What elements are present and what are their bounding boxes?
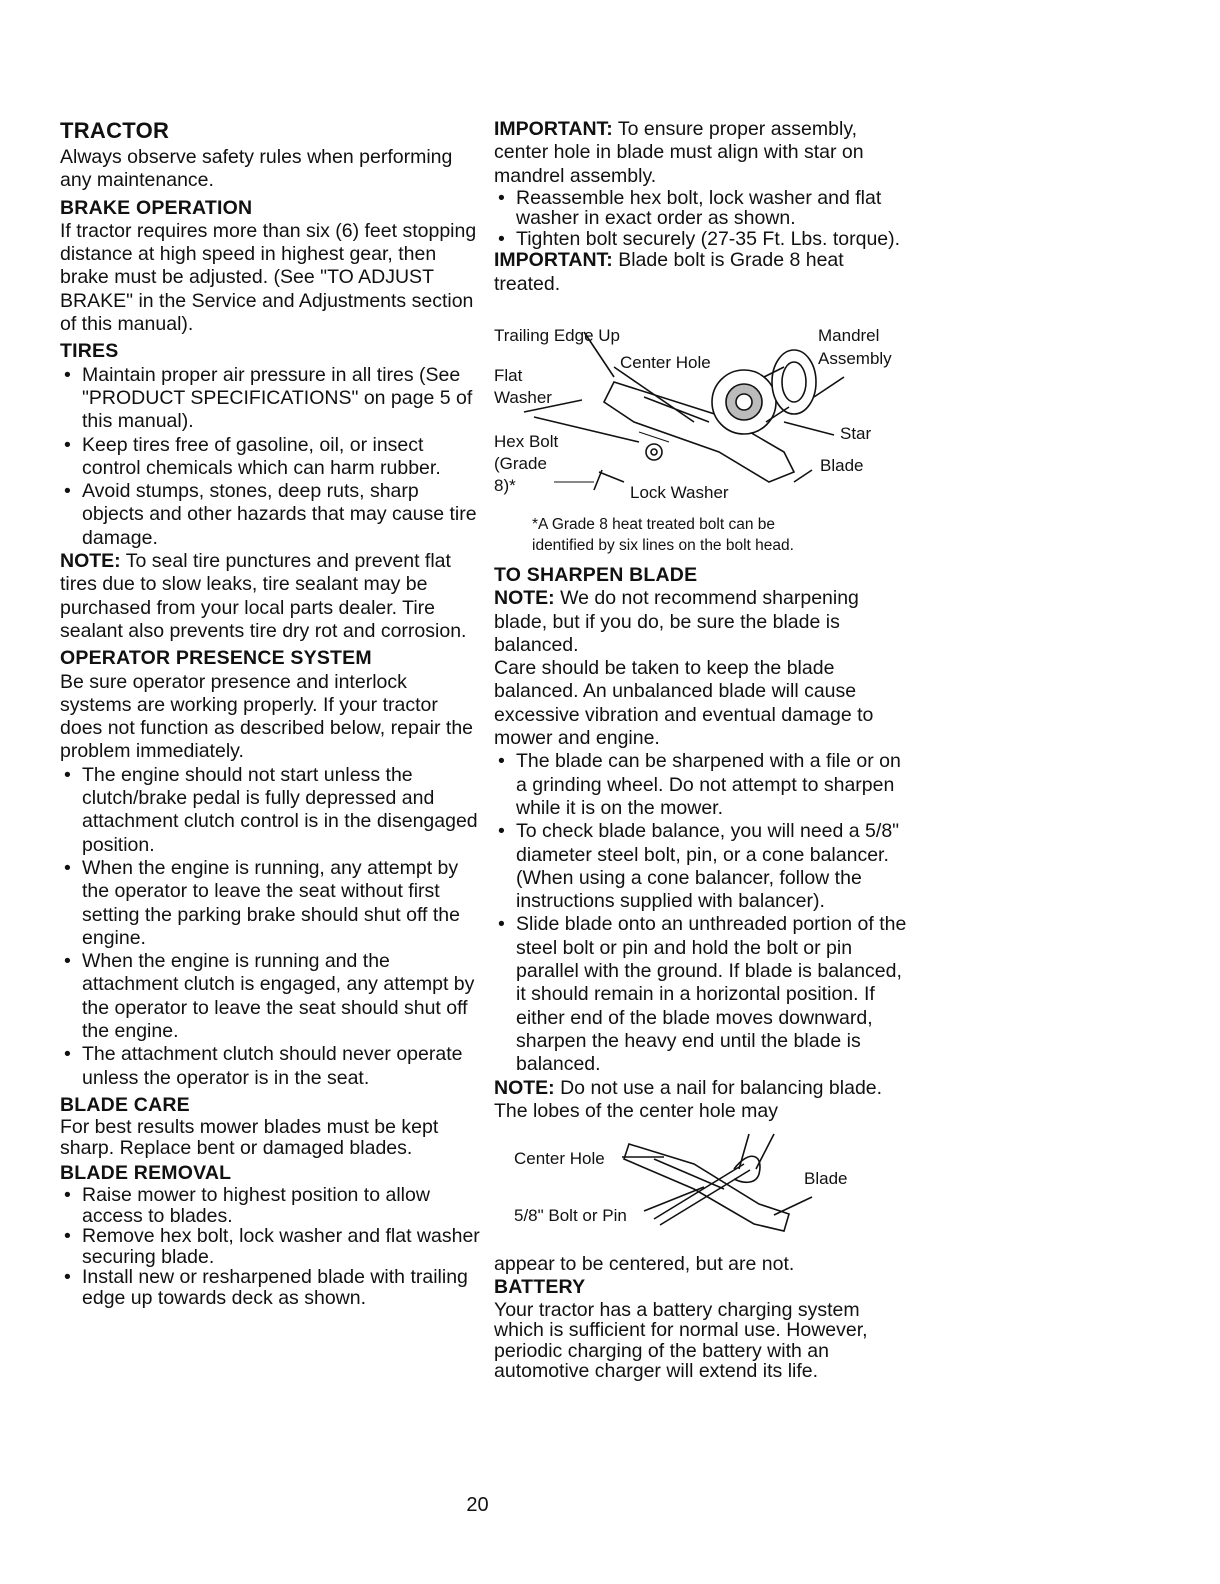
list-item: • Remove hex bolt, lock washer and flat washer securing blade. [60, 1226, 480, 1267]
sharpen-list [494, 750, 914, 1076]
important-label: IMPORTANT: [494, 249, 613, 272]
operator-presence-list [60, 764, 480, 1090]
left-column [60, 118, 480, 1308]
list-item: • Raise mower to highest position to allow access to blades. [60, 1185, 480, 1226]
tires-heading: TIRES [60, 340, 119, 363]
bolt-pin-label: 5/8" Bolt or Pin [514, 1206, 627, 1226]
note-label: NOTE: [60, 550, 121, 573]
nail-note-text: Do not use a nail for balancing blade. The lobes of the center hole may [494, 1076, 883, 1122]
center-hole-label: Center Hole [514, 1149, 605, 1169]
brake-operation-heading: BRAKE OPERATION [60, 196, 253, 219]
list-item: • Slide blade onto an unthreaded portion of the steel bolt or pin and hold the bolt or pin parallel with the ground. If blade is balanced, it should remain in a horizontal position. If either end of the blade moves downward, sharpen the heavy end until the blade is balanced. [494, 913, 914, 1076]
blade-label: Blade [820, 455, 864, 475]
center-hole-label: Center Hole [620, 352, 711, 372]
list-item: • The attachment clutch should never operate unless the operator is in the seat. [60, 1043, 480, 1090]
blade-removal-list [60, 1185, 480, 1308]
note-label: NOTE: [494, 1076, 555, 1099]
page-number: 20 [466, 1494, 489, 1516]
important-grade [494, 249, 914, 296]
fig1-mount-marks [554, 432, 669, 482]
mandrel-label: Mandrel [818, 325, 880, 345]
assembly-label: Assembly [818, 348, 892, 368]
list-item: • When the engine is running, any attempt by the operator to leave the seat without first setting the parking brake should shut off the engine. [60, 857, 480, 950]
trailing-edge-label: Trailing Edge Up [494, 325, 620, 345]
blade-care-heading: BLADE CARE [60, 1093, 190, 1116]
sharpen-note [494, 587, 914, 657]
fig1-caption-line1: *A Grade 8 heat treated bolt can be [532, 515, 776, 533]
blade-care-text: For best results mower blades must be kept sharp. Replace bent or damaged blades. [60, 1116, 439, 1159]
right-column [494, 118, 914, 1382]
operator-presence-text: Be sure operator presence and interlock systems are working properly. If your tractor does not function as described below, repair the problem immediately. [60, 670, 474, 763]
list-item: • Reassemble hex bolt, lock washer and flat washer in exact order as shown. [494, 188, 914, 229]
list-item: • Install new or resharpened blade with trailing edge up towards deck as shown. [60, 1267, 480, 1308]
list-item: • The engine should not start unless the clutch/brake pedal is fully depressed and attachment clutch control is in the disengaged position. [60, 764, 480, 857]
important-assembly-text: To ensure proper assembly, center hole in blade must align with star on mandrel assembly. [494, 118, 864, 187]
assembly-list [494, 188, 914, 250]
important-label: IMPORTANT: [494, 118, 613, 140]
list-item: • Avoid stumps, stones, deep ruts, sharp objects and other hazards that may cause tire damage. [60, 480, 480, 550]
hex-bolt-label: Hex Bolt [494, 431, 559, 451]
note-label: NOTE: [494, 587, 555, 610]
list-item: • Maintain proper air pressure in all tires (See "PRODUCT SPECIFICATIONS" on page 5 of this manual). [60, 364, 480, 434]
nail-note-continuation: appear to be centered, but are not. [494, 1253, 795, 1276]
list-item: • When the engine is running and the attachment clutch is engaged, any attempt by the operator to leave the seat should shut off the engine. [60, 950, 480, 1043]
blade-balance-drawing [494, 1129, 914, 1247]
nail-note [494, 1077, 914, 1124]
blade-balance-figure [494, 1129, 914, 1247]
sharpen-note-text: We do not recommend sharpening blade, but if you do, be sure the blade is balanced. [494, 587, 859, 656]
lock-washer-label: Lock Washer [630, 482, 729, 502]
important-assembly [494, 118, 914, 188]
tractor-heading: TRACTOR [60, 118, 170, 143]
star-label: Star [840, 423, 872, 443]
blade-assembly-figure [494, 322, 914, 512]
sharpen-blade-heading: TO SHARPEN BLADE [494, 563, 698, 586]
grade8-label: 8)* [494, 475, 516, 495]
tires-note-text: To seal tire punctures and prevent flat tires due to slow leaks, tire sealant may be purchased from your local parts dealer. Tire sealant also prevents tire dry rot and corrosion. [60, 550, 467, 642]
brake-operation-text: If tractor requires more than six (6) feet stopping distance at high speed in highest gear, then brake must be adjusted. (See "TO ADJUST BRAKE" in the Service and Adjustments section of this manual). [60, 219, 477, 336]
blade-removal-heading: BLADE REMOVAL [60, 1162, 232, 1185]
list-item: • Keep tires free of gasoline, oil, or insect control chemicals which can harm rubber. [60, 434, 480, 481]
list-item: • To check blade balance, you will need a 5/8" diameter steel bolt, pin, or a cone balancer. (When using a cone balancer, follow the instructions supplied with balancer). [494, 820, 914, 913]
important-grade-text: Blade bolt is Grade 8 heat treated. [494, 249, 844, 295]
operator-presence-heading: OPERATOR PRESENCE SYSTEM [60, 647, 372, 670]
grade-label: (Grade [494, 453, 547, 473]
washer-label: Washer [494, 387, 552, 407]
list-item: • Tighten bolt securely (27-35 Ft. Lbs. torque). [494, 229, 914, 250]
tires-note [60, 550, 480, 643]
battery-text: Your tractor has a battery charging system which is sufficient for normal use. However, periodic charging of the battery with an automotive charger will extend its life. [494, 1298, 868, 1383]
fig1-caption-line2: identified by six lines on the bolt head. [532, 536, 794, 554]
blade-label: Blade [804, 1169, 848, 1189]
list-item: • The blade can be sharpened with a file or on a grinding wheel. Do not attempt to sharpen while it is on the mower. [494, 750, 914, 820]
sharpen-text: Care should be taken to keep the blade balanced. An unbalanced blade will cause excessive vibration and eventual damage to mower and engine. [494, 657, 874, 750]
tires-list [60, 364, 480, 550]
tractor-text: Always observe safety rules when performing any maintenance. [60, 146, 453, 192]
battery-heading: BATTERY [494, 1276, 586, 1299]
flat-label: Flat [494, 365, 523, 385]
